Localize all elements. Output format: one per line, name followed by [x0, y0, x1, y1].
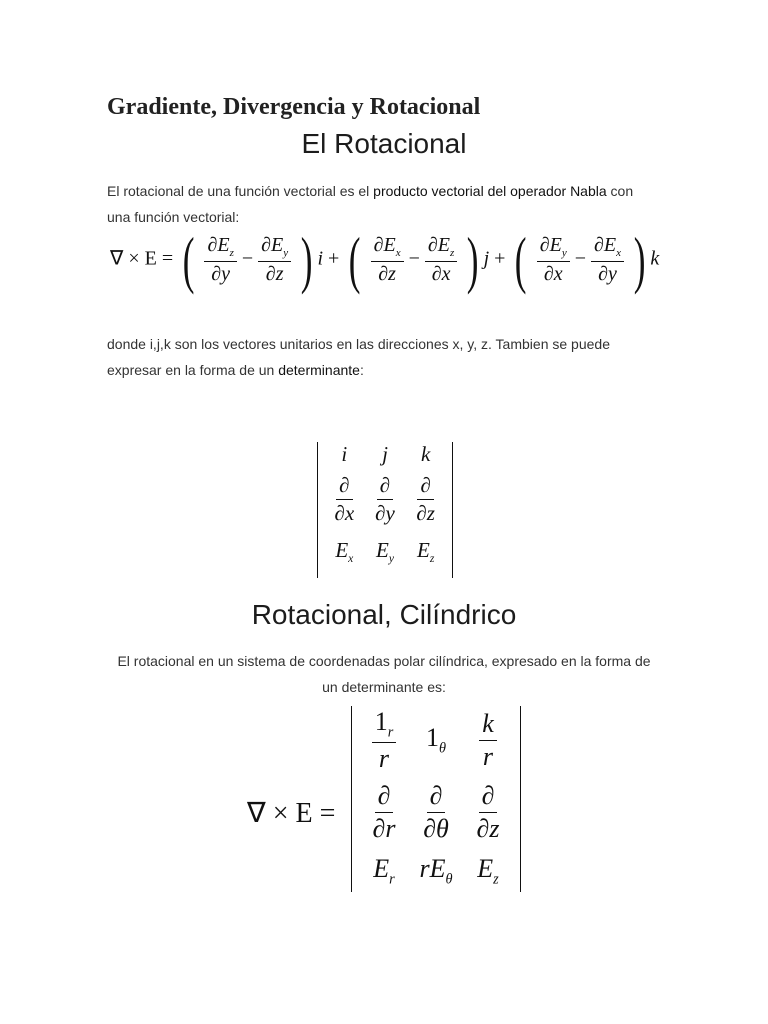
det-cell-i: i — [341, 441, 348, 466]
cylindrical-line-1: El rotacional en un sistema de coordenadas polar cilíndrica, expresado en la forma de — [117, 653, 651, 669]
det-cell-Ez: $E_z$ — [417, 538, 435, 566]
det2-partial-r: $\frac{\partial}{\partial r}$ — [372, 781, 396, 843]
det-cell-Ex: $E_x$ — [335, 538, 354, 566]
plus-sign: + — [328, 247, 340, 270]
det2-partial-theta: $\frac{\partial}{\partial\theta}$ — [423, 781, 449, 843]
left-paren: ( — [349, 224, 361, 295]
unit-vectors-line-1: donde i,j,k son los vectores unitarios en las direcciones x, y, z. Tambien se puede — [107, 336, 610, 352]
det2-unit-r: $\frac{1_r}{r}$ — [372, 708, 397, 773]
cylindrical-lhs: ∇ × E = — [247, 798, 336, 829]
det-cell-Ey: $E_y$ — [376, 538, 394, 566]
right-paren: ) — [300, 224, 313, 295]
det2-partial-z: $\frac{\partial}{\partial z}$ — [476, 781, 500, 843]
intro-text: El rotacional de una función vectorial es el — [107, 183, 374, 199]
determinante-link[interactable]: determinante — [278, 362, 360, 378]
det2-unit-theta: $1_\theta$ — [425, 722, 447, 757]
left-paren: ( — [515, 224, 527, 295]
minus-sign: − — [408, 247, 420, 270]
right-paren: ) — [467, 224, 479, 295]
fraction-dEx-dz: $\frac{\partial E_x}{\partial z}$ — [371, 235, 404, 285]
minus-sign: − — [574, 247, 587, 270]
determinant-cartesian — [317, 442, 453, 578]
det2-cell-Er: $E_r$ — [373, 853, 395, 888]
det-partial-z: $\frac{\partial}{\partial z}$ — [416, 473, 435, 525]
unit-j: j — [483, 247, 490, 270]
document-title: Gradiente, Divergencia y Rotacional — [107, 94, 481, 120]
cylindrical-line-2: un determinante es: — [322, 679, 446, 695]
det2-unit-k: $\frac{k}{r}$ — [479, 710, 497, 770]
det-cell-j: j — [382, 441, 388, 466]
intro-paragraph — [107, 178, 667, 230]
curl-formula — [110, 224, 660, 295]
unit-vectors-paragraph — [107, 331, 687, 383]
det2-cell-Ez: $E_z$ — [477, 853, 499, 888]
section-heading-cilindrico: Rotacional, Cilíndrico — [251, 599, 517, 630]
formula-lhs: ∇ × E = — [110, 247, 174, 270]
intro-text-tail: con — [606, 183, 634, 199]
determinant-cylindrical — [351, 706, 521, 892]
unit-vectors-line-2: expresar en la forma de un determinante: — [107, 362, 364, 378]
det-partial-y: $\frac{\partial}{\partial y}$ — [375, 473, 395, 525]
plus-sign: + — [494, 247, 506, 270]
minus-sign: − — [241, 247, 254, 270]
left-paren: ( — [182, 224, 195, 295]
det2-cell-rEtheta: $rE_\theta$ — [419, 853, 453, 888]
section-heading-rotacional: El Rotacional — [301, 128, 467, 159]
fraction-dEz-dy: $\frac{\partial E_z}{\partial y}$ — [204, 235, 236, 285]
fraction-dEy-dz: $\frac{\partial E_y}{\partial z}$ — [258, 235, 291, 285]
intro-line-2: una función vectorial: — [107, 209, 240, 225]
intro-line-1 — [107, 178, 667, 204]
det-partial-x: $\frac{\partial}{\partial x}$ — [334, 473, 355, 525]
nabla-link[interactable]: producto vectorial del operador Nabla — [373, 183, 607, 199]
unit-k: k — [650, 247, 660, 270]
cylindrical-paragraph — [0, 648, 768, 700]
det-cell-k: k — [421, 441, 431, 466]
fraction-dEy-dx: $\frac{\partial E_y}{\partial x}$ — [537, 235, 570, 285]
unit-i: i — [317, 247, 324, 270]
fraction-dEz-dx: $\frac{\partial E_z}{\partial x}$ — [425, 235, 457, 285]
fraction-dEx-dy: $\frac{\partial E_x}{\partial y}$ — [591, 235, 624, 285]
right-paren: ) — [633, 224, 646, 295]
